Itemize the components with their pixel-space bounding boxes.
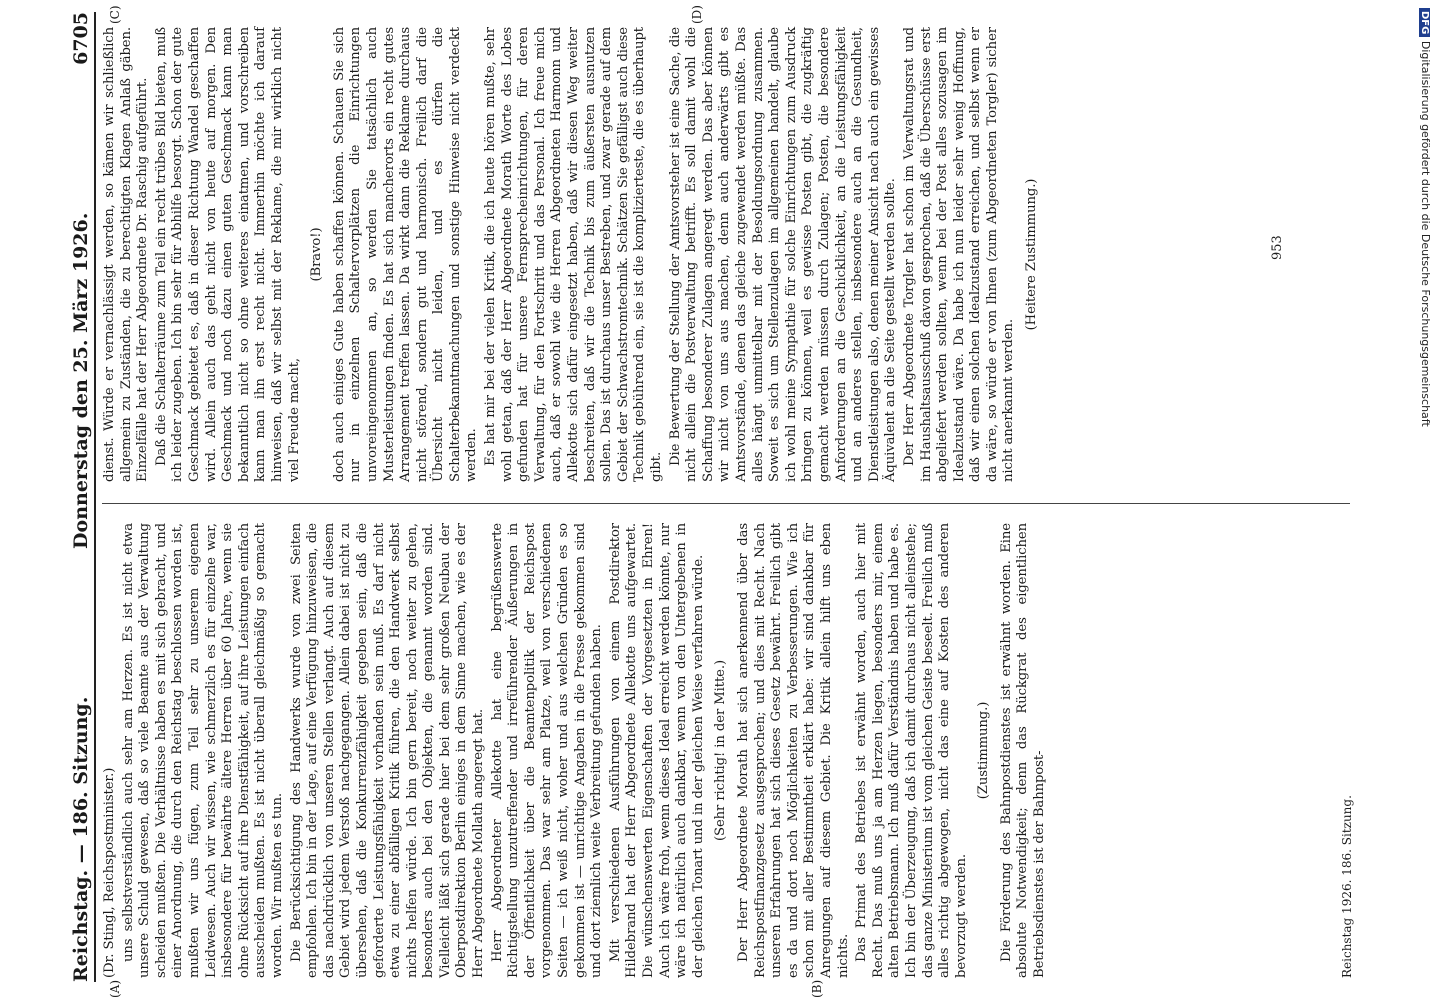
paragraph: Das Primat des Betriebes ist erwähnt worden, auch hier mit Recht. Das muß uns ja am Herzen liegen, besonders mir, einem alten Betriebsmann. Ich muß dafür Verständnis haben und habe es. Ich bin der Überzeugung, daß ich damit durchaus nicht alleinstehe; das ganze Ministerium ist vom gleichen Geiste beseelt. Freilich muß alles richtig abgewogen, nicht das eine auf Kosten des anderen bevorzugt werden. xyxy=(854,523,969,978)
paragraph: (Heitere Zustimmung.) xyxy=(1024,178,1040,331)
paragraph: (Bravo!) xyxy=(309,227,325,282)
header-rule xyxy=(94,12,96,982)
paragraph: Der Herr Abgeordnete Torgler hat schon im Verwaltungsrat und im Haushaltsausschuß davon gesprochen, daß die Überschüsse erst abgeliefert werden sollten, wenn bei der Post alles sozusagen im Idealzustand wäre. Da habe ich nun leider sehr wenig Hoffnung, daß wir einen solchen Idealzustand erreichen, und selbst wenn er da wäre, so würde er von Ihnen (zum Abgeordneten Torgler) sicher nicht anerkannt werden. xyxy=(901,27,1017,482)
marker-a: (A) xyxy=(108,979,122,998)
footer-page-number: 953 xyxy=(1270,235,1285,260)
paragraph: Der Herr Abgeordnete Morath hat sich anerkennend über das Reichspostfinanzgesetz ausgesprochen; und dies mit Recht. Nach unseren Erfahrungen hat sich dieses Gesetz bewährt. Freilich gibt es da und dort noch Möglichkeiten zu Verbesserungen. Wie ich schon mit aller Bestimmtheit erklärt habe: wir sind dankbar für Anregungen auf diesem Gebiet. Die Kritik allein hilft uns eben nichts. xyxy=(735,523,851,978)
paragraph: doch auch einiges Gute haben schaffen können. Schauen Sie sich nur in einzelnen Schaltervorplätzen die Einrichtungen unvoreingenommen an, so werden Sie tatsächlich auch Musterleistungen finden. Es hat sich mancherorts ein recht gutes Arrangement treffen lassen. Da wirkt dann die Reklame durchaus nicht störend, sondern gut und harmonisch. Freilich darf die Übersicht nicht leiden, und es dürfen die Schalterbekanntmachungen und sonstige Hinweise nicht verdeckt werden. xyxy=(331,27,480,482)
header-center: Donnerstag den 25. März 1926. xyxy=(70,212,92,549)
paragraph: dienst. Würde er vernachlässigt werden, so kämen wir schließlich allgemein zu Zuständen, die zu berechtigten Klagen Anlaß gäben. Einzelfälle hat der Herr Abgeordnete Dr. Raschig aufgeführt. xyxy=(102,27,151,482)
paragraph: Die Bewertung der Stellung der Amtsvorsteher ist eine Sache, die nicht allein die Postverwaltung betrifft. Es soll damit wohl die Schaffung besonderer Zulagen angeregt werden. Das aber können wir nicht von uns aus machen, denn auch anderwärts gibt es Amtsvorstände, denen das gleiche zugewendet werden müßte. Das alles hängt unmittelbar mit der Besoldungsordnung zusammen. Soweit es sich um Stellenzulagen im allgemeinen handelt, glaube ich wohl meine Sympathie für solche Einrichtungen zum Ausdruck bringen zu können, weil es gewisse Posten gibt, die zugkräftig gemacht werden müssen durch Zulagen; Posten, die besondere Anforderungen an die Geschicklichkeit, an die Leistungsfähigkeit und an anderes stellen, insbesondere auch an die Gesundheit, Dienstleistungen also, denen meiner Ansicht nach auch ein gewisses Äquivalent an die Seite gestellt werden sollte. xyxy=(667,27,899,482)
paragraph: uns selbstverständlich auch sehr am Herzen. Es ist nicht etwa unsere Schuld gewesen, daß so viele Beamte aus der Verwaltung scheiden mußten. Die Verhältnisse haben es mit sich gebracht, und einer Anordnung, die durch den Reichstag beschlossen worden ist, mußten wir uns fügen, zum Teil sehr zu unserem eigenen Leidwesen. Auch wir wissen, wie schmerzlich es für einzelne war, insbesondere für bewährte ältere Herren über 60 Jahre, wenn sie ohne Rücksicht auf ihre Dienstfähigkeit, auf ihre Leistungen einfach ausscheiden mußten. Es ist nicht überall gleichmäßig so gemacht worden. Wir mußten es tun. xyxy=(120,523,285,978)
paragraph: Mit verschiedenen Ausführungen von einem Postdirektor Hildebrand hat der Herr Abgeordnete Allekotte uns aufgewartet. Die wünschenswerten Eigenschaften der Vorgesetzten in Ehren! Auch ich wäre froh, wenn dieses Ideal erreicht werden könnte, nur wäre ich natürlich auch dankbar, wenn von den Untergebenen in der gleichen Tonart und in der gleichen Weise verfahren würde. xyxy=(607,523,706,978)
text-column-left xyxy=(102,523,1051,978)
header-left: Reichstag. — 186. Sitzung. xyxy=(70,696,92,982)
marker-d: (D) xyxy=(690,5,704,24)
dfg-text: Digitalisierung gefördert durch die Deutsche Forschungsgemeinschaft xyxy=(1419,40,1432,427)
paragraph: (Zustimmung.) xyxy=(976,701,992,800)
paragraph: Die Förderung des Bahnpostdienstes ist erwähnt worden. Eine absolute Notwendigkeit; denn das Rückgrat des eigentlichen Betriebsdienstes ist der Bahnpost- xyxy=(998,523,1048,978)
paragraph: (Dr. Stingl, Reichspostminister.) xyxy=(102,767,117,978)
dfg-logo: DFG xyxy=(1419,8,1430,37)
paragraph: Die Berücksichtigung des Handwerks wurde von zwei Seiten empfohlen. Ich bin in der Lage, auf eine Verfügung hinzuweisen, die das nachdrücklich von unseren Stellen verlangt. Auch auf diesem Gebiet wird jedem Verstoß nachgegangen. Allein dabei ist nicht zu übersehen, daß die Konkurrenzfähigkeit gegeben sein, daß die geforderte Leistungsfähigkeit vorhanden sein muß. Es darf nicht etwa zu einer abfälligen Kritik führen, die den Handwerk selbst nichts helfen würde. Ich bin gern bereit, noch weiter zu gehen, besonders auch bei den Objekten, die genannt worden sind. Vielleicht läßt sich gerade hier bei dem sehr großen Neubau der Oberpostdirektion Berlin einiges in dem Sinne machen, wie es der Herr Abgeordnete Mollath angeregt hat. xyxy=(288,523,487,978)
text-column-right xyxy=(102,27,1047,482)
column-divider xyxy=(102,503,1350,504)
paragraph: Daß die Schalterräume zum Teil ein recht trübes Bild bieten, muß ich leider zugeben. Ich bin sehr für Abhilfe besorgt. Schon der gute Geschmack gebietet es, daß in dieser Richtung Wandel geschaffen wird. Allein auch das geht nicht von heute auf morgen. Den Geschmack und noch dazu einen guten Geschmack kann man bekanntlich nicht so ohne weiteres einatmen, und vorschreiben kann man ihn erst recht nicht. Immerhin möchte ich darauf hinweisen, daß wir selbst mit der Reklame, die mir wirklich nicht viel Freude macht, xyxy=(153,27,302,482)
page-header xyxy=(58,12,92,982)
footer-left: Reichstag 1926. 186. Sitzung. xyxy=(1340,795,1354,978)
paragraph: Herr Abgeordneter Allekotte hat eine begrüßenswerte Richtigstellung unzutreffender und irreführender Äußerungen in der Öffentlichkeit über die Beamtenpolitik der Reichspost vorgenommen. Das war sehr am Platze, weil von verschiedenen Seiten — ich weiß nicht, woher und aus welchen Gründen es so gekommen ist — unrichtige Angaben in die Presse gekommen sind und dort ziemlich weite Verbreitung gefunden haben. xyxy=(489,523,605,978)
paragraph: (Sehr richtig! in der Mitte.) xyxy=(713,659,729,842)
paragraph: Es hat mir bei der vielen Kritik, die ich heute hören mußte, sehr wohl getan, daß der Herr Abgeordnete Morath Worte des Lobes gefunden hat für unsere Fernsprecheinrichtungen, für deren Verwaltung, für den Fortschritt und das Personal. Ich freue mich auch, daß er sowohl wie die Herren Abgeordneten Harmonn und Allekotte sich dafür eingesetzt haben, daß wir diesen Weg weiter beschreiten, daß wir die Technik bis zum äußersten ausnutzen sollen. Das ist durchaus unser Bestreben, und zwar gerade auf dem Gebiet der Schwachstromtechnik. Schätzen Sie gefälligst auch diese Technik gebührend ein, sie ist die komplizierteste, die es überhaupt gibt. xyxy=(483,27,664,482)
marker-c: (C) xyxy=(108,5,122,24)
marker-b: (B) xyxy=(810,979,824,998)
dfg-stamp xyxy=(1412,8,1434,992)
page-number: 6705 xyxy=(70,12,92,65)
rotated-page xyxy=(50,0,1384,1000)
